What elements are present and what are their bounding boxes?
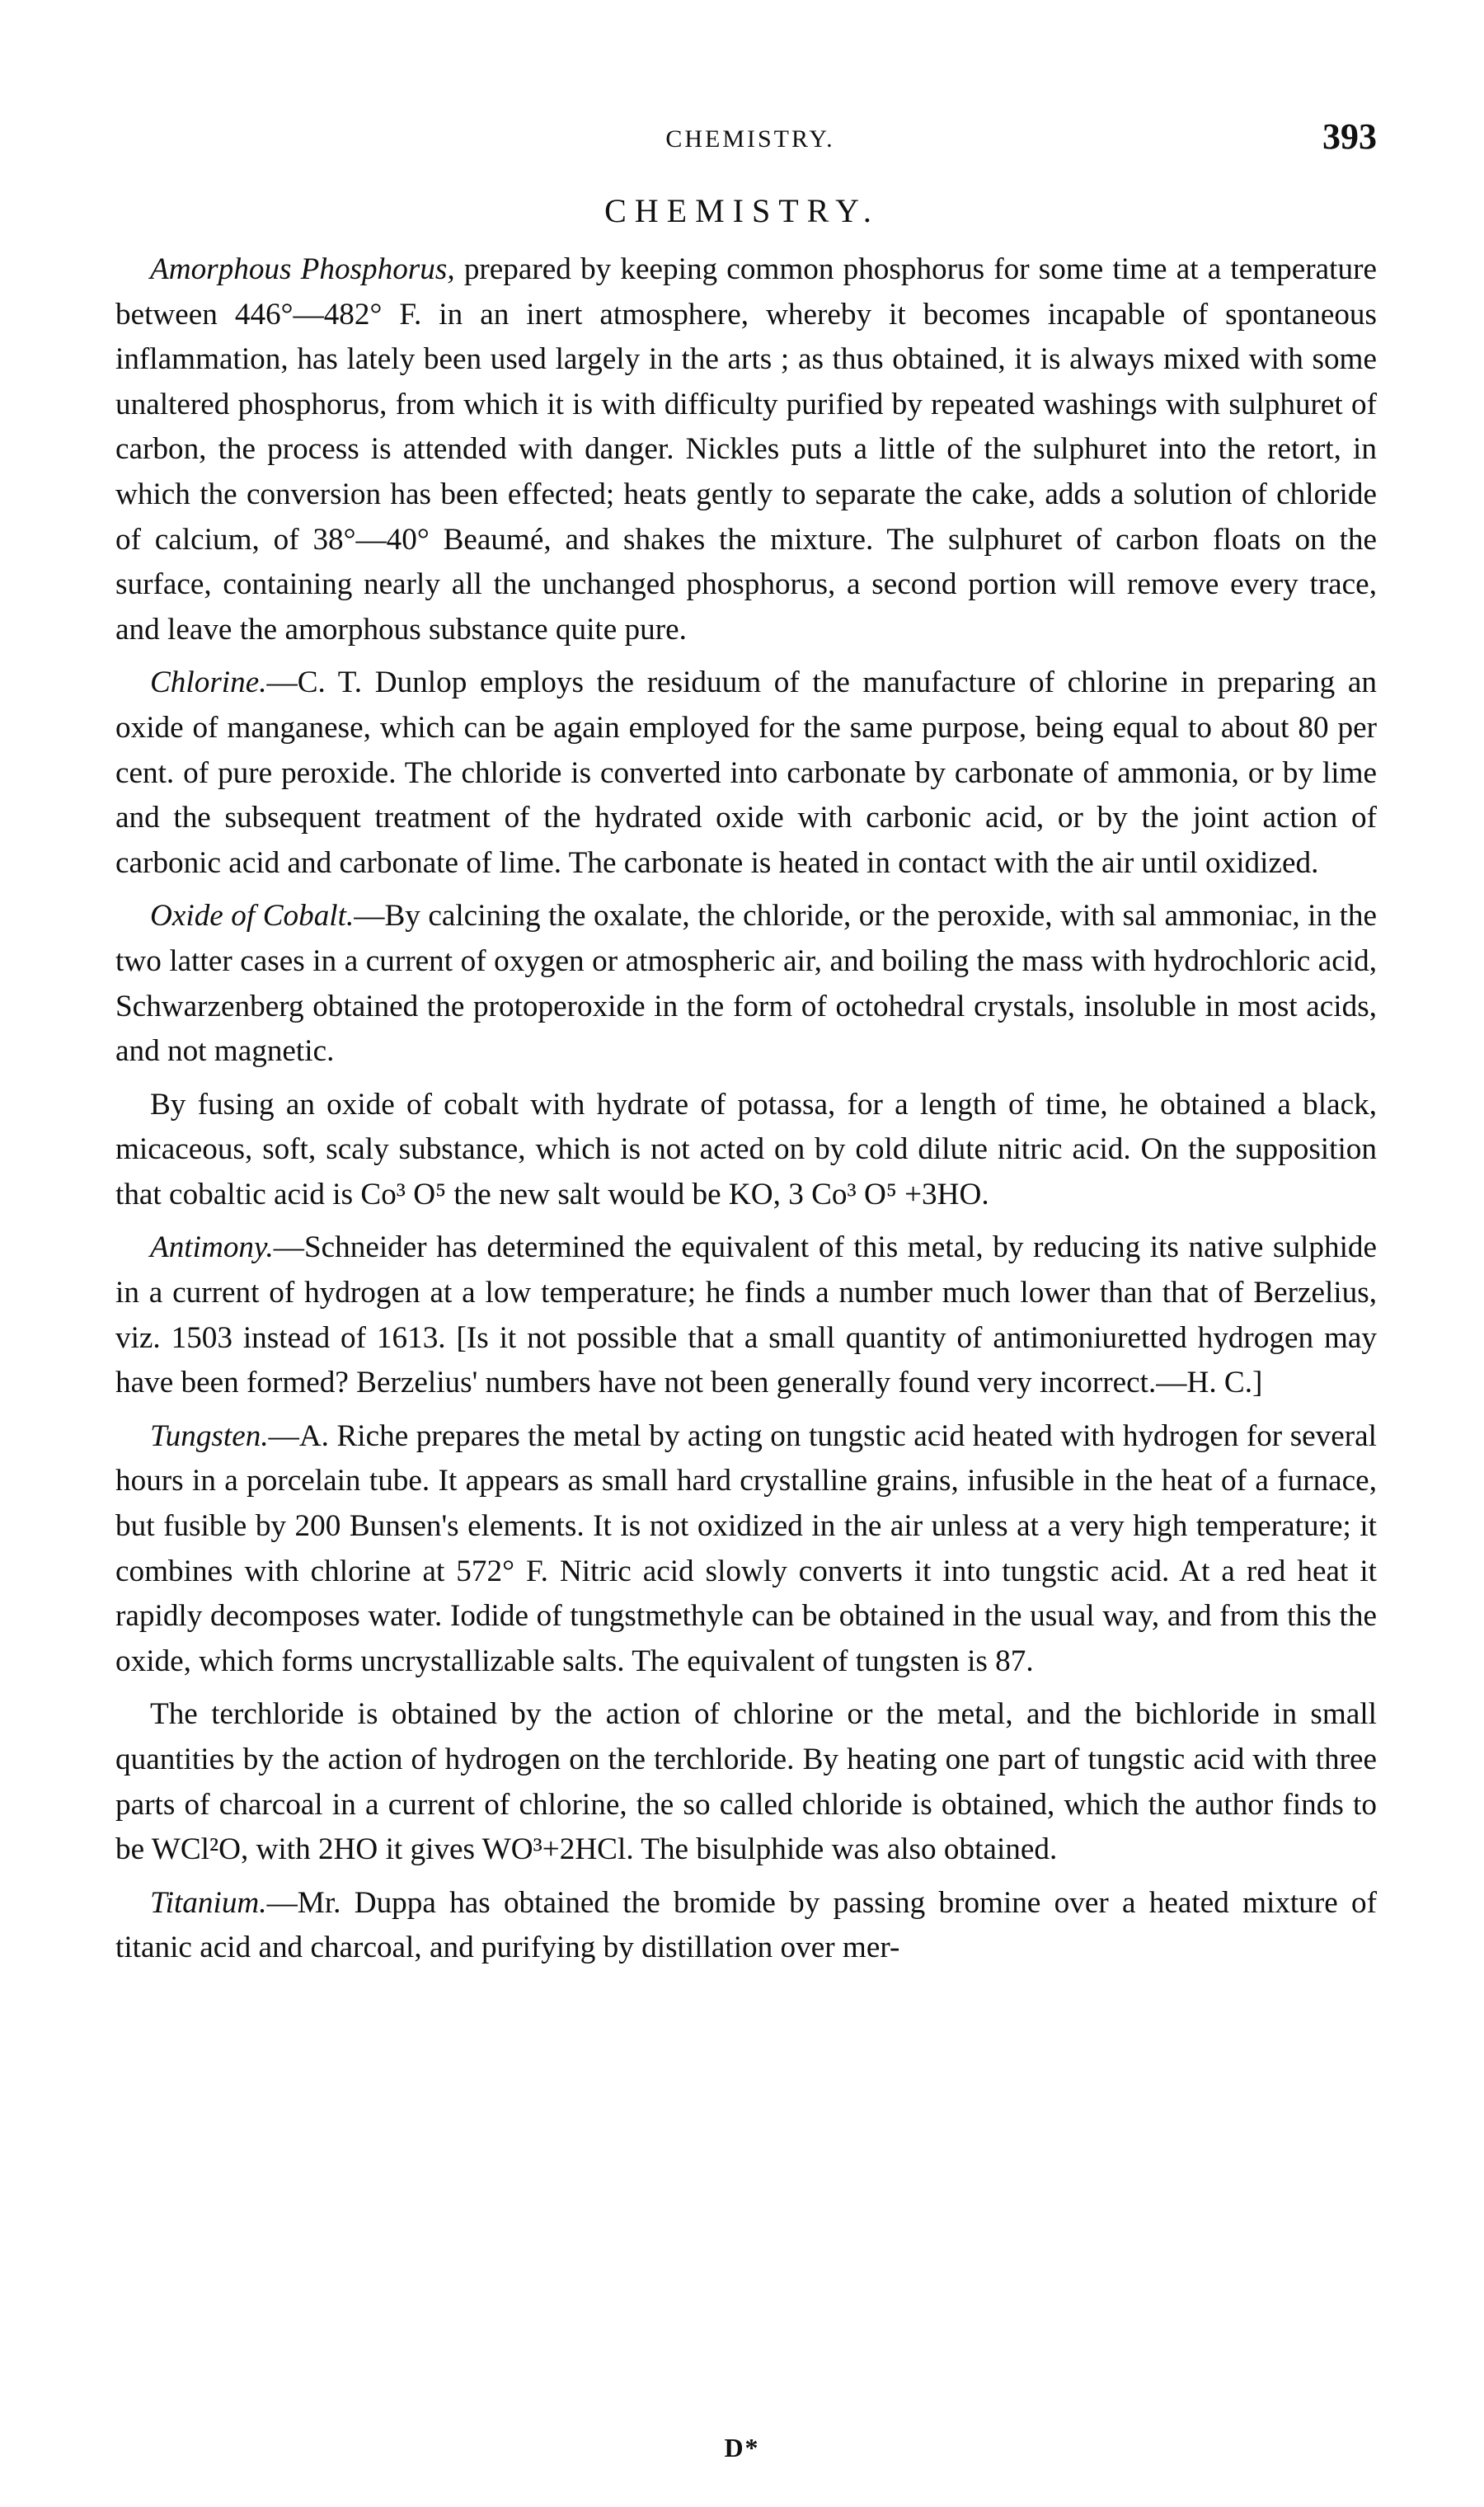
paragraph-text: —Schneider has determined the equivalent of this metal, by reducing its native sulphide in a current of hydrogen at a low temperature; he finds a number much lower than that of Berzelius, viz. 1503 instead of 1613. [Is it not possible that a small quantity of antimoniuretted hydrogen may have been formed? Berzelius' numbers have not been generally found very incorrect.—H. C.] <box>115 1230 1377 1400</box>
paragraph-lead: Titanium. <box>150 1885 267 1920</box>
signature-mark: D* <box>724 2433 760 2462</box>
paragraph-text: —Mr. Duppa has obtained the bromide by passing bromine over a heated mixture of titanic acid and charcoal, and purifying by distillation over mer- <box>115 1885 1377 1965</box>
paragraph-amorphous-phosphorus <box>115 247 1377 652</box>
article-body <box>115 247 1377 1971</box>
paragraph-lead: Antimony. <box>150 1230 274 1265</box>
paragraph-lead: Chlorine. <box>150 666 267 700</box>
section-title: CHEMISTRY. <box>604 192 880 229</box>
paragraph-chlorine <box>115 661 1377 886</box>
paragraph-text: The terchloride is obtained by the action of chlorine or the metal, and the bichloride in small quantities by the action of hydrogen on the terchloride. By heating one part of tungstic acid with three parts of charcoal in a current of chlorine, the so called chloride is obtained, which the author finds to be WCl²O, with 2HO it gives WO³+2HCl. The bisulphide was also obtained. <box>115 1697 1377 1867</box>
paragraph-terchloride <box>115 1692 1377 1872</box>
page-number: 393 <box>1322 116 1377 157</box>
paragraph-text: By fusing an oxide of cobalt with hydrate of potassa, for a length of time, he obtained a black, micaceous, soft, scaly substance, which is not acted on by cold dilute nitric acid. On the supposition that cobaltic acid is Co³ O⁵ the new salt would be KO, 3 Co³ O⁵ +3HO. <box>115 1087 1377 1211</box>
paragraph-antimony <box>115 1225 1377 1405</box>
running-head: CHEMISTRY. <box>665 125 835 153</box>
paragraph-lead: Oxide of Cobalt. <box>150 899 355 934</box>
paragraph-cobalt-fusing <box>115 1083 1377 1218</box>
page-header <box>124 115 1377 165</box>
paragraph-text: —By calcining the oxalate, the chloride, or the peroxide, with sal ammoniac, in the two latter cases in a current of oxygen or atmospheric air, and boiling the mass with hydrochloric acid, Schwarzenberg obtained the protoperoxide in the form of octohedral crystals, insoluble in most acids, and not magnetic. <box>115 899 1377 1069</box>
paragraph-lead: Tungsten. <box>150 1418 269 1453</box>
paragraph-lead: Amorphous Phosphorus, <box>150 252 455 286</box>
paragraph-text: —A. Riche prepares the metal by acting on tungstic acid heated with hydrogen for several hours in a porcelain tube. It appears as small hard crystalline grains, infusible in the heat of a furnace, but fusible by 200 Bunsen's elements. It is not oxidized in the air unless at a very high temperature; it combines with chlorine at 572° F. Nitric acid slowly converts it into tungstic acid. At a red heat it rapidly decomposes water. Iodide of tungstmethyle can be obtained in the usual way, and from this the oxide, which forms uncrystallizable salts. The equivalent of tungsten is 87. <box>115 1418 1377 1678</box>
paragraph-titanium <box>115 1881 1377 1971</box>
paragraph-tungsten <box>115 1414 1377 1685</box>
paragraph-text: —C. T. Dunlop employs the residuum of the manufacture of chlorine in preparing an oxide of manganese, which can be again employed for the same purpose, being equal to about 80 per cent. of pure peroxide. The chloride is converted into carbonate by carbonate of ammonia, or by lime and the subsequent treatment of the hydrated oxide with carbonic acid, or by the joint action of carbonic acid and carbonate of lime. The carbonate is heated in contact with the air until oxidized. <box>115 666 1377 880</box>
paragraph-text: prepared by keeping common phosphorus for some time at a temperature between 446°—482° F. in an inert atmosphere, whereby it becomes incapable of spontaneous inflammation, has lately been used largely in the arts ; as thus obtained, it is always mixed with some unaltered phosphorus, from which it is with difficulty purified by repeated washings with sulphuret of carbon, the process is attended with danger. Nickles puts a little of the sulphuret into the retort, in which the conversion has been effected; heats gently to separate the cake, adds a solution of chloride of calcium, of 38°—40° Beaumé, and shakes the mixture. The sulphuret of carbon floats on the surface, containing nearly all the unchanged phosphorus, a second portion will remove every trace, and leave the amorphous substance quite pure. <box>115 252 1377 647</box>
paragraph-oxide-of-cobalt <box>115 894 1377 1074</box>
